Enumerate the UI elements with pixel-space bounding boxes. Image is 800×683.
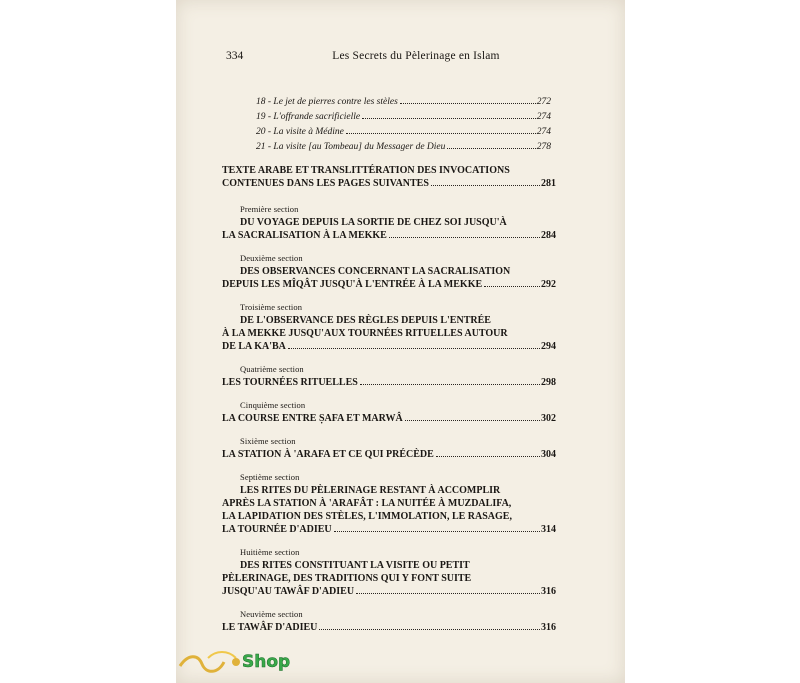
section-title-line: DEPUIS LES MÎQÂT JUSQU'À L'ENTRÉE À LA MEKKE	[222, 279, 483, 290]
page-ref: 302	[541, 413, 556, 424]
section-title-line: LA COURSE ENTRE ṢAFA ET MARWÂ	[222, 413, 403, 424]
table-of-contents	[222, 164, 556, 634]
section-label: Première section	[240, 204, 299, 214]
page-ref: 304	[541, 449, 556, 460]
italic-toc-list	[256, 97, 551, 157]
logo-swirl-icon	[178, 648, 244, 678]
logo-text: Shop	[242, 652, 291, 672]
section-title-line: PÈLERINAGE, DES TRADITIONS QUI Y FONT SUITE	[222, 573, 472, 584]
toc-section	[222, 363, 556, 389]
toc-section	[222, 471, 556, 536]
toc-section	[222, 252, 556, 291]
page-number: 334	[226, 50, 244, 62]
section-title-line: DE L'OBSERVANCE DES RÈGLES DEPUIS L'ENTRÉE	[240, 315, 491, 326]
page-ref: 298	[541, 377, 556, 388]
section-title-line: DES RITES CONSTITUANT LA VISITE OU PETIT	[240, 560, 470, 571]
section-label: Sixième section	[240, 436, 296, 446]
section-label: Neuvième section	[240, 609, 303, 619]
page-ref: 314	[541, 524, 556, 535]
section-title-line: LA SACRALISATION À LA MEKKE	[222, 230, 387, 241]
shop-logo	[178, 646, 298, 680]
section-title-line: APRÈS LA STATION À 'ARAFÂT : LA NUITÉE À MUZDALIFA,	[222, 498, 512, 509]
page-ref: 316	[541, 622, 556, 633]
section-title-line: DE LA KA'BA	[222, 341, 286, 352]
section-label: Deuxième section	[240, 253, 303, 263]
section-title-line: LES RITES DU PÈLERINAGE RESTANT À ACCOMPLIR	[240, 485, 501, 496]
book-page	[176, 0, 625, 683]
page-ref: 316	[541, 586, 556, 597]
section-title-line: LA STATION À 'ARAFA ET CE QUI PRÉCÈDE	[222, 449, 434, 460]
running-title: Les Secrets du Pèlerinage en Islam	[332, 50, 500, 62]
section-title-line: DES OBSERVANCES CONCERNANT LA SACRALISATION	[240, 266, 511, 277]
toc-section	[222, 608, 556, 634]
page-ref: 294	[541, 341, 556, 352]
section-title-line: JUSQU'AU TAWÂF D'ADIEU	[222, 586, 355, 597]
toc-section	[222, 435, 556, 461]
main-heading: TEXTE ARABE ET TRANSLITTÉRATION DES INVOCATIONS CONTENUES DANS LES PAGES SUIVANTES 281	[222, 165, 556, 189]
page-ref: 284	[541, 230, 556, 241]
section-label: Troisième section	[240, 302, 303, 312]
section-title-line: DU VOYAGE DEPUIS LA SORTIE DE CHEZ SOI JUSQU'À	[240, 217, 507, 228]
list-item: 20 - La visite à Médine 274	[256, 127, 551, 137]
toc-section	[222, 301, 556, 353]
page-ref: 292	[541, 279, 556, 290]
section-label: Cinquième section	[240, 400, 306, 410]
list-item: 21 - La visite [au Tombeau] du Messager de Dieu 278	[256, 142, 551, 152]
toc-section	[222, 399, 556, 425]
toc-section	[222, 203, 556, 242]
section-label: Septième section	[240, 472, 300, 482]
section-title-line: LE TAWÂF D'ADIEU	[222, 622, 318, 633]
section-label: Huitième section	[240, 547, 300, 557]
section-title-line: À LA MEKKE JUSQU'AUX TOURNÉES RITUELLES AUTOUR	[222, 328, 508, 339]
toc-section	[222, 546, 556, 598]
section-title-line: LA TOURNÉE D'ADIEU	[222, 524, 332, 535]
list-item: 19 - L'offrande sacrificielle 274	[256, 112, 551, 122]
section-title-line: LA LAPIDATION DES STÈLES, L'IMMOLATION, LE RASAGE,	[222, 511, 512, 522]
list-item: 18 - Le jet de pierres contre les stèles 272	[256, 97, 551, 107]
section-title-line: LES TOURNÉES RITUELLES	[222, 377, 358, 388]
section-label: Quatrième section	[240, 364, 304, 374]
